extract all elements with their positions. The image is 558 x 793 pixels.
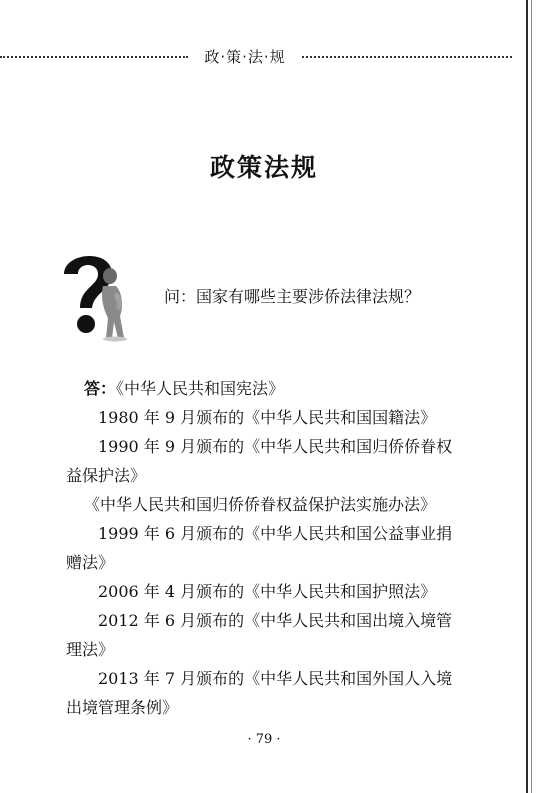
answer-line: 1999 年 6 月颁布的《中华人民共和国公益事业捐 <box>98 524 453 543</box>
header-dotted-rule-left <box>0 56 188 58</box>
running-header <box>0 44 528 68</box>
question-text: 问：国家有哪些主要涉侨法律法规？ <box>164 287 421 306</box>
answer-body <box>66 374 466 722</box>
answer-line: 1990 年 9 月颁布的《中华人民共和国归侨侨眷权 <box>98 437 453 456</box>
page-edge-shadow <box>531 0 532 793</box>
answer-line: 理法》 <box>66 640 115 659</box>
answer-line: 2013 年 7 月颁布的《中华人民共和国外国人入境 <box>98 669 453 688</box>
header-dotted-rule-right <box>302 56 512 58</box>
answer-line: 益保护法》 <box>66 466 147 485</box>
answer-label: 答： <box>84 379 117 398</box>
answer-line-text: 《中华人民共和国宪法》 <box>116 379 285 398</box>
answer-line: 《中华人民共和国归侨侨眷权益保护法实施办法》 <box>84 495 437 514</box>
page-edge <box>526 0 528 793</box>
question-mark-person-icon <box>60 246 140 346</box>
answer-line: 赠法》 <box>66 553 115 572</box>
page-title: 政策法规 <box>209 153 318 182</box>
answer-line: 2006 年 4 月颁布的《中华人民共和国护照法》 <box>98 582 437 601</box>
page-number: · 79 · <box>247 732 281 747</box>
answer-line: 2012 年 6 月颁布的《中华人民共和国出境入境管 <box>98 611 453 630</box>
header-section-title: 政·策·法·规 <box>204 48 286 66</box>
answer-line: 1980 年 9 月颁布的《中华人民共和国国籍法》 <box>98 408 437 427</box>
answer-line: 出境管理条例》 <box>66 698 179 717</box>
answer-line <box>66 374 466 403</box>
